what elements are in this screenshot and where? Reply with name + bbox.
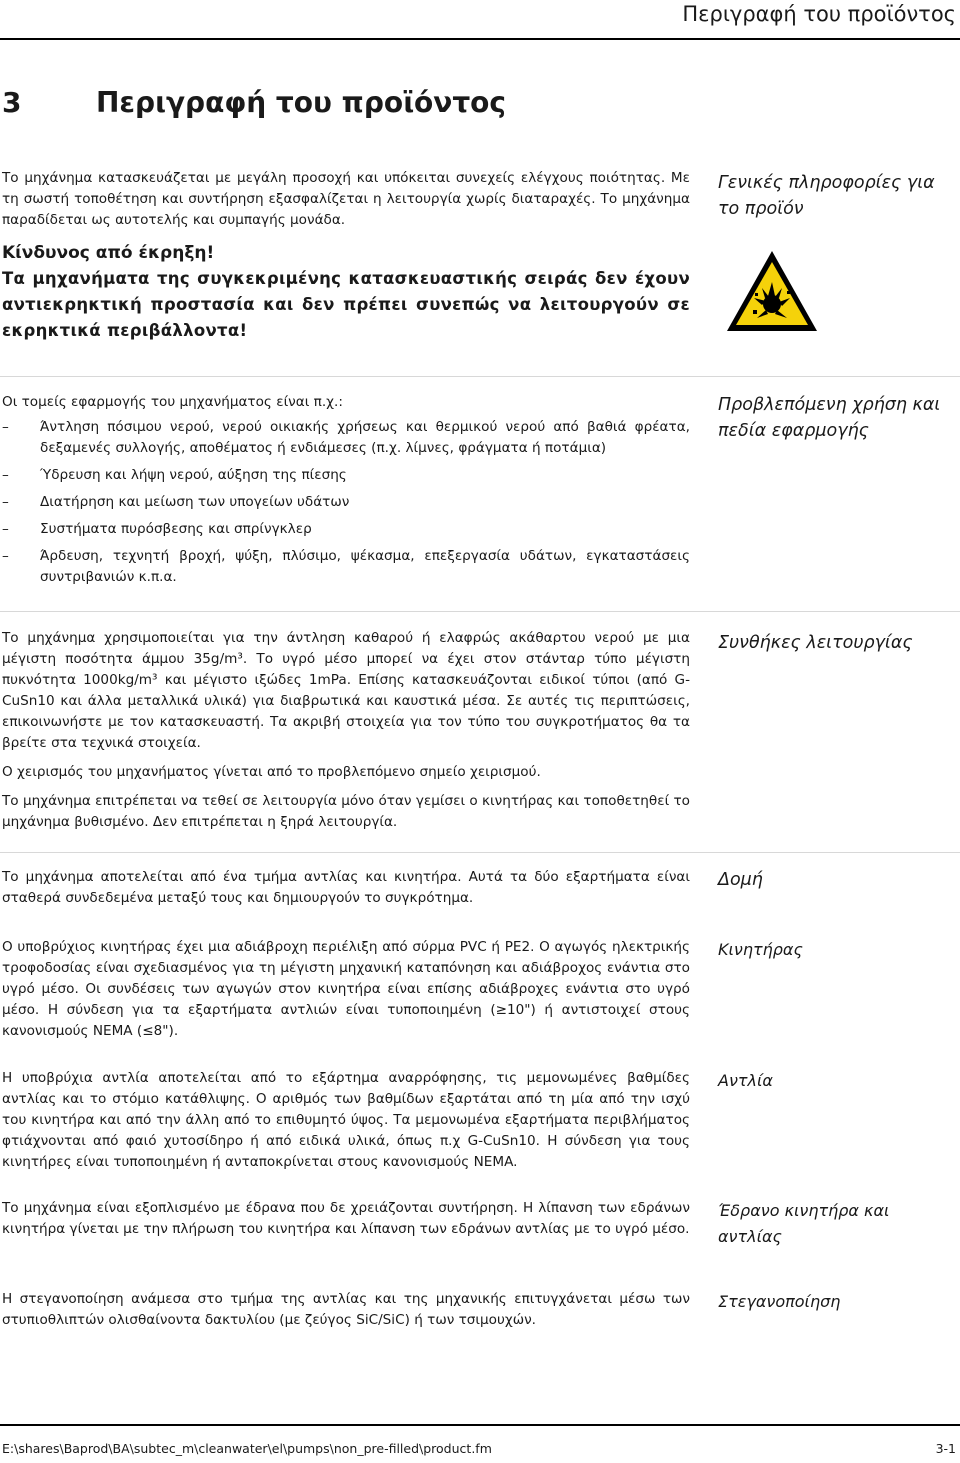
footer-page-number: 3-1	[935, 1441, 956, 1456]
side-heading-sealing: Στεγανοποίηση	[718, 1292, 841, 1311]
chapter-number: 3	[2, 86, 22, 119]
structure-paragraph: Το μηχάνημα αποτελείται από ένα τμήμα αντλίας και κινητήρα. Αυτά τα δύο εξαρτήματα είναι σταθερά συνδεδεμένα μεταξύ τους και δημιουργούν το συγκρότημα.	[2, 869, 690, 906]
chapter-title: Περιγραφή του προϊόντος	[96, 86, 507, 119]
section-divider	[0, 611, 960, 612]
header-rule	[0, 38, 960, 40]
list-item: – Άντληση πόσιμου νερού, νερού οικιακής χρήσεως και θερμικού νερού από βαθιά φρέατα, δεξαμενές συλλογής, αποθέματος ή ενδιάμεσες (π.χ. λίμνες, φράγματα ή ποτάμια)	[2, 417, 690, 459]
list-item: – Διατήρηση και μείωση των υπογείων υδάτων	[2, 492, 690, 513]
warning-title: Κίνδυνος από έκρηξη!	[2, 243, 215, 263]
list-item: – Συστήματα πυρόσβεσης και σπρίνγκλερ	[2, 519, 690, 540]
running-header-title: Περιγραφή του προϊόντος	[682, 2, 956, 26]
pump-paragraph: Η υποβρύχια αντλία αποτελείται από το εξάρτημα αναρρόφησης, τις μεμονωμένες βαθμίδες αντλίας και το στόμιο κατάθλιψης. Ο αριθμός των βαθμίδων εξαρτάται από τη μία από την ισχύ του κινητήρα και από την άλλη από το επιθυμητό ύψος. Τα μεμονωμένα εξαρτήματα περιβλήματος φτιάχνονται από φαιό χυτοσίδηρο ή από ειδικά υλικά, όπως π.χ G-CuSn10. Η σύνδεση για τους κινητήρες είναι τυποποιημένη ή ανταποκρίνεται στους κανονισμούς NEMA.	[2, 1070, 690, 1170]
side-heading-motor: Κινητήρας	[718, 940, 803, 959]
warning-block	[2, 240, 690, 344]
side-heading-conditions: Συνθήκες λειτουργίας	[718, 633, 913, 653]
bearings-section	[2, 1198, 690, 1248]
section-divider	[0, 852, 960, 853]
section-divider	[0, 376, 960, 377]
list-item: – Άρδευση, τεχνητή βροχή, ψύξη, πλύσιμο, ψέκασμα, επεξεργασία υδάτων, εγκαταστάσεις συντριβανιών κ.π.α.	[2, 546, 690, 588]
side-heading-general: Γενικές πληροφορίες για το προϊόν	[718, 173, 935, 219]
motor-paragraph: Ο υποβρύχιος κινητήρας έχει μια αδιάβροχη περιέλιξη από σύρμα PVC ή PE2. Ο αγωγός ηλεκτρικής τροφοδοσίας είναι σχεδιασμένος για τη μέγιστη μηχανική καταπόνηση και αδιάβροχος ενάντια στο υγρό μέσο. Οι συνδέσεις των αγωγών στον κινητήρα είναι επίσης αδιάβροχες ενάντια στο υγρό μέσο. Η σύνδεση για τα εξαρτήματα αντλιών είναι τυποποιημένη (≥10") ή αντιστοιχεί στους κανονισμούς NEMA (≤8").	[2, 939, 690, 1039]
structure-section	[2, 867, 690, 917]
warning-text: Τα μηχανήματα της συγκεκριμένης κατασκευαστικής σειράς δεν έχουν αντιεκρηκτική προστασία και δεν πρέπει συνεπώς να λειτουργούν σε εκρηκτικά περιβάλλοντα!	[2, 269, 690, 340]
usage-section	[2, 392, 690, 594]
bearings-paragraph: Το μηχάνημα είναι εξοπλισμένο με έδρανα που δε χρειάζονται συντήρηση. Η λίπανση των εδράνων κινητήρα γίνεται με την πλήρωση του κινητήρα και λίπανση των εδράνων αντλίας με το υγρό μέσο.	[2, 1200, 690, 1237]
side-heading-bearings: Έδρανο κινητήρα και αντλίας	[718, 1201, 890, 1246]
footer-rule	[0, 1424, 960, 1426]
usage-list	[2, 417, 690, 588]
conditions-paragraph-1: Το μηχάνημα χρησιμοποιείται για την άντληση καθαρού ή ελαφρώς ακάθαρτου νερού με μια μέγιστη ποσότητα άμμου 35g/m³. Το υγρό μέσο μπορεί να έχει στον στάνταρ τύπο μέγιστη πυκνότητα 1000kg/m³ και μέγιστο ιξώδες 1mPa. Επίσης κατασκευάζονται ειδικοί τύποι (από G-CuSn10 και άλλα μεταλλικά υλικά) για διαβρωτικά και καυστικά μέσα. Σε αυτές τις περιπτώσεις, επικοινωνήστε με τον κατασκευαστή. Τα ακριβή στοιχεία για τον τύπο του συγκροτήματος θα τα βρείτε στα τεχνικά στοιχεία.	[2, 630, 690, 751]
sealing-section	[2, 1289, 690, 1339]
side-heading-usage: Προβλεπόμενη χρήση και πεδία εφαρμογής	[718, 395, 941, 441]
pump-section	[2, 1068, 690, 1181]
footer-file-path: E:\shares\Baprod\BA\subtec_m\cleanwater\el\pumps\non_pre-filled\product.fm	[2, 1441, 492, 1456]
conditions-section	[2, 628, 690, 841]
list-item: – Ύδρευση και λήψη νερού, αύξηση της πίεσης	[2, 465, 690, 486]
intro-paragraph: Το μηχάνημα κατασκευάζεται με μεγάλη προσοχή και υπόκειται συνεχείς ελέγχους ποιότητας. Με τη σωστή τοποθέτηση και συντήρηση εξασφαλίζεται η λειτουργία χωρίς διαταραχές. Το μηχάνημα παραδίδεται ως αυτοτελής και συμπαγής μονάδα.	[2, 170, 690, 228]
explosion-warning-icon	[724, 248, 820, 334]
side-heading-structure: Δομή	[718, 870, 763, 890]
usage-intro: Οι τομείς εφαρμογής του μηχανήματος είναι π.χ.:	[2, 394, 343, 410]
conditions-paragraph-3: Το μηχάνημα επιτρέπεται να τεθεί σε λειτουργία μόνο όταν γεμίσει ο κινητήρας και τοποθετηθεί το μηχάνημα βυθισμένο. Δεν επιτρέπεται η ξηρά λειτουργία.	[2, 793, 690, 830]
conditions-paragraph-2: Ο χειρισμός του μηχανήματος γίνεται από το προβλεπόμενο σημείο χειρισμού.	[2, 764, 541, 780]
side-heading-pump: Αντλία	[718, 1071, 773, 1090]
intro-section	[2, 168, 690, 239]
sealing-paragraph: Η στεγανοποίηση ανάμεσα στο τμήμα της αντλίας και της μηχανικής επιτυγχάνεται μέσω των στυπιοθλιπτών ολισθαίνοντα δακτυλίου (με ζεύγος SiC/SiC) ή των τσιμουχών.	[2, 1291, 690, 1328]
motor-section	[2, 937, 690, 1050]
